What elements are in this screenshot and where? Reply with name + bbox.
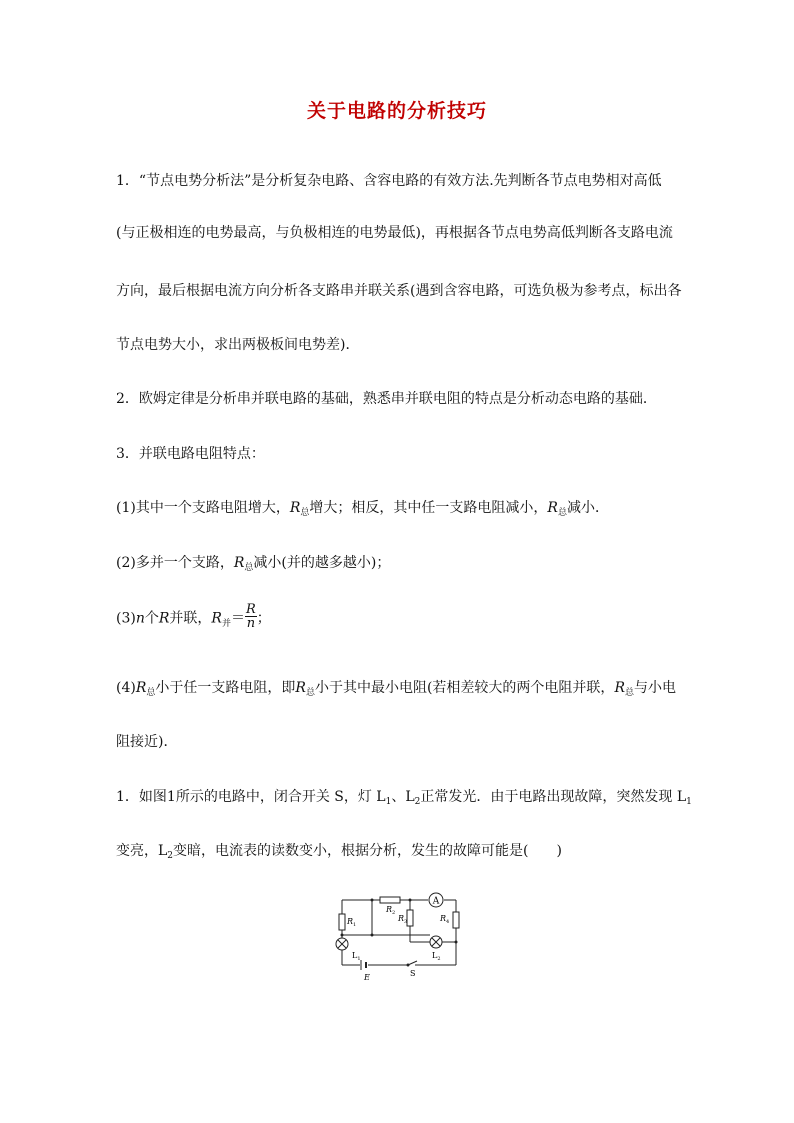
label-r1: $R_1$ [347, 917, 357, 928]
item-3: (3)n个R并联，$R_并=$ $\frac{R}{n}$ ； [116, 602, 271, 631]
lamp-l2 [430, 936, 442, 948]
label-r2: $R_2$ [386, 905, 396, 916]
fraction-r-over-n: $\frac{R}{n}$ [245, 602, 256, 631]
item-4-line1: $(4)R_总$小于任一支路电阻，即$R_总$小于其中最小电阻(若相差较大的两个电阻并联，$R_总$与小电 [116, 680, 676, 698]
circuit-diagram [330, 888, 470, 983]
label-l1: $L_1$ [352, 951, 361, 962]
question-line1: 1．如图1所示的电路中，闭合开关 S，灯 $L_1$、$L_2$正常发光．由于电路出现故障，突然发现 $L_1$ [116, 789, 692, 807]
lamp-l1 [336, 938, 348, 950]
resistor-r4 [453, 912, 459, 928]
ammeter-label: A [432, 896, 440, 907]
para3: 3．并联电路电阻特点： [116, 446, 265, 462]
para1-line3: 方向，最后根据电流方向分析各支路串并联关系(遇到含容电路，可选负极为参考点，标出各 [116, 283, 682, 299]
para1-line2: (与正极相连的电势最高，与负极相连的电势最低)，再根据各节点电势高低判断各支路电流 [116, 225, 673, 241]
item-2: (2)多并一个支路，$R_总$减小(并的越多越小)； [116, 555, 391, 573]
label-s: S [410, 969, 416, 978]
label-e: E [364, 973, 370, 982]
label-r3: $R_3$ [398, 914, 408, 925]
para1-line1: 1．“节点电势分析法”是分析复杂电路、含容电路的有效方法.先判断各节点电势相对高低 [116, 173, 662, 189]
label-l2: $L_2$ [432, 951, 441, 962]
resistor-r2 [380, 897, 400, 903]
resistor-r1 [339, 914, 345, 930]
item-4-line2: 阻接近)． [116, 734, 178, 750]
resistor-r3 [407, 910, 413, 926]
para1-line4: 节点电势大小，求出两极板间电势差)． [116, 337, 360, 353]
battery [361, 960, 366, 970]
para2: 2．欧姆定律是分析串并联电路的基础，熟悉串并联电阻的特点是分析动态电路的基础． [116, 391, 657, 407]
page-title: 关于电路的分析技巧 [306, 100, 487, 122]
label-r4: $R_4$ [440, 914, 450, 925]
question-line2: 变亮，$L_2$变暗，电流表的读数变小，根据分析，发生的故障可能是( ) [116, 843, 562, 861]
item-1: (1)其中一个支路电阻增大，$R_总$增大；相反，其中任一支路电阻减小，$R_总$减小． [116, 500, 609, 518]
